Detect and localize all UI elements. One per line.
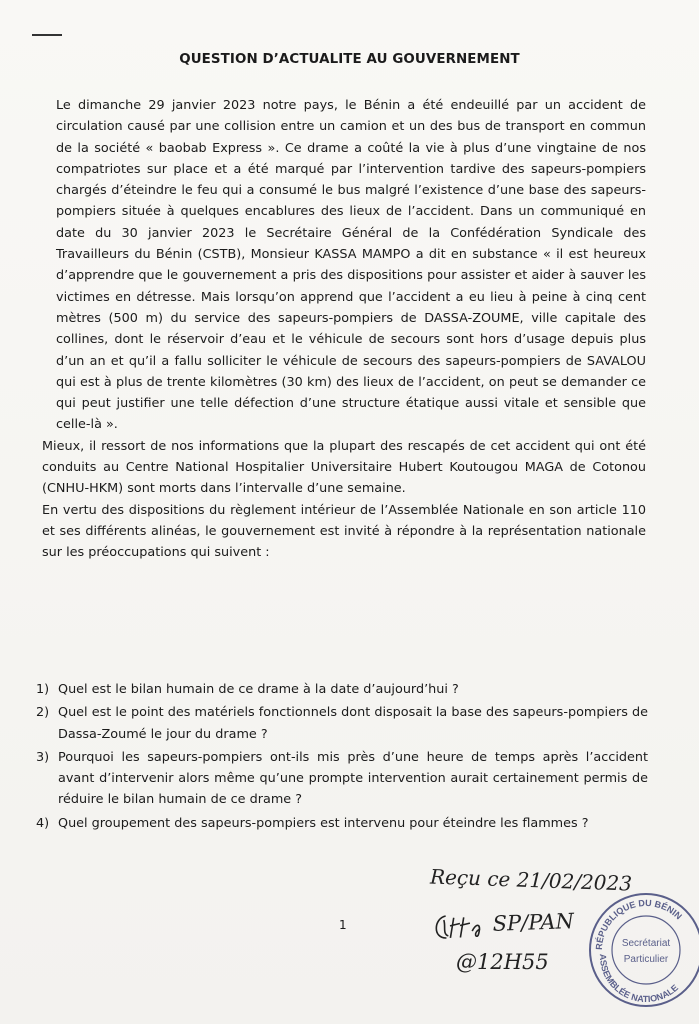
document-title: QUESTION D’ACTUALITE AU GOUVERNEMENT (179, 52, 520, 67)
paragraph-1: Le dimanche 29 janvier 2023 notre pays, le Bénin a été endeuillé par un accident de circulation causé par une collision entre un camion et un des bus de transport en commun de la société « baobab Express ». Ce drame a coûté la vie à plus d’une vingtaine de nos compatriotes sur place et a été marqué par l’intervention tardive des sapeurs-pompiers chargés d’éteindre le feu qui a consumé le bus malgré l’existence d’une base des sapeurs-pompiers située à quelques encablures des lieux de l’accident. Dans un communiqué en date du 30 janvier 2023 le Secrétaire Général de la Confédération Syndicale des Travailleurs du Bénin (CSTB), Monsieur KASSA MAMPO a dit en substance « il est heureux d’apprendre que le gouvernement a pris des dispositions pour assister et aider à sauver les victimes en détresse. Mais lorsqu’on apprend que l’accident a eu lieu à peine à cinq cent mètres (500 m) du service des sapeurs-pompiers de DASSA-ZOUME, ville capitale des collines, dont le réservoir d’eau et le véhicule de secours sont hors d’usage depuis plus d’un an et qu’il a fallu solliciter le véhicule de secours des sapeurs-pompiers de SAVALOU qui est à plus de trente kilomètres (30 km) des lieux de l’accident, on peut se demander ce qui peut justifier une telle défection d’une structure étatique aussi vitale et sensible que celle-là ». (56, 98, 646, 433)
time-handwritten-note: @12H55 (456, 950, 549, 974)
question-number: 2) (36, 705, 50, 721)
top-dash-mark (32, 34, 62, 36)
paragraph-2: Mieux, il ressort de nos informations que la plupart des rescapés de cet accident qui ont été conduits au Centre National Hospitalier Universitaire Hubert Koutougou MAGA de Cotonou (CNHU-HKM) sont morts dans l’intervalle d’une semaine. (42, 438, 646, 497)
received-handwritten-note: Reçu ce 21/02/2023 (429, 864, 633, 896)
stamp-top-arc-text: RÉPUBLIQUE DU BÉNIN (593, 897, 684, 951)
question-list (36, 679, 648, 836)
stamp-line-2: Particulier (623, 954, 669, 965)
question-item (36, 679, 648, 700)
question-number: 4) (36, 815, 50, 831)
question-number: 1) (36, 682, 50, 697)
question-number: 3) (36, 749, 50, 765)
signature-text: SP/PAN (492, 909, 575, 936)
stamp-bottom-arc-text: ASSEMBLÉE NATIONALE (597, 953, 681, 1005)
question-text: Quel groupement des sapeurs-pompiers est intervenu pour éteindre les flammes ? (58, 815, 589, 831)
question-text: Pourquoi les sapeurs-pompiers ont-ils mis près d’une heure de temps après l’accident avant d’intervenir alors même qu’une prompte intervention aurait certainement permis de réduire le bilan humain de ce drame ? (58, 749, 648, 808)
question-item (36, 813, 648, 834)
official-stamp (584, 888, 699, 1008)
stamp-line-1: Secrétariat (621, 938, 671, 949)
signature-note (432, 908, 575, 943)
question-text: Quel est le point des matériels fonctionnels dont disposait la base des sapeurs-pompiers de Dassa-Zoumé le jour du drame ? (58, 705, 648, 742)
question-text: Quel est le bilan humain de ce drame à la date d’aujourd’hui ? (58, 682, 459, 697)
document-body (42, 95, 646, 564)
question-item (36, 702, 648, 745)
paragraph-3: En vertu des dispositions du règlement intérieur de l’Assemblée Nationale en son article 110 et ses différents alinéas, le gouvernement est invité à répondre à la représentation nationale sur les préoccupations qui suivent : (42, 502, 646, 561)
question-item (36, 747, 648, 811)
page-number: 1 (339, 918, 347, 932)
signature-scribble-icon (432, 911, 487, 943)
